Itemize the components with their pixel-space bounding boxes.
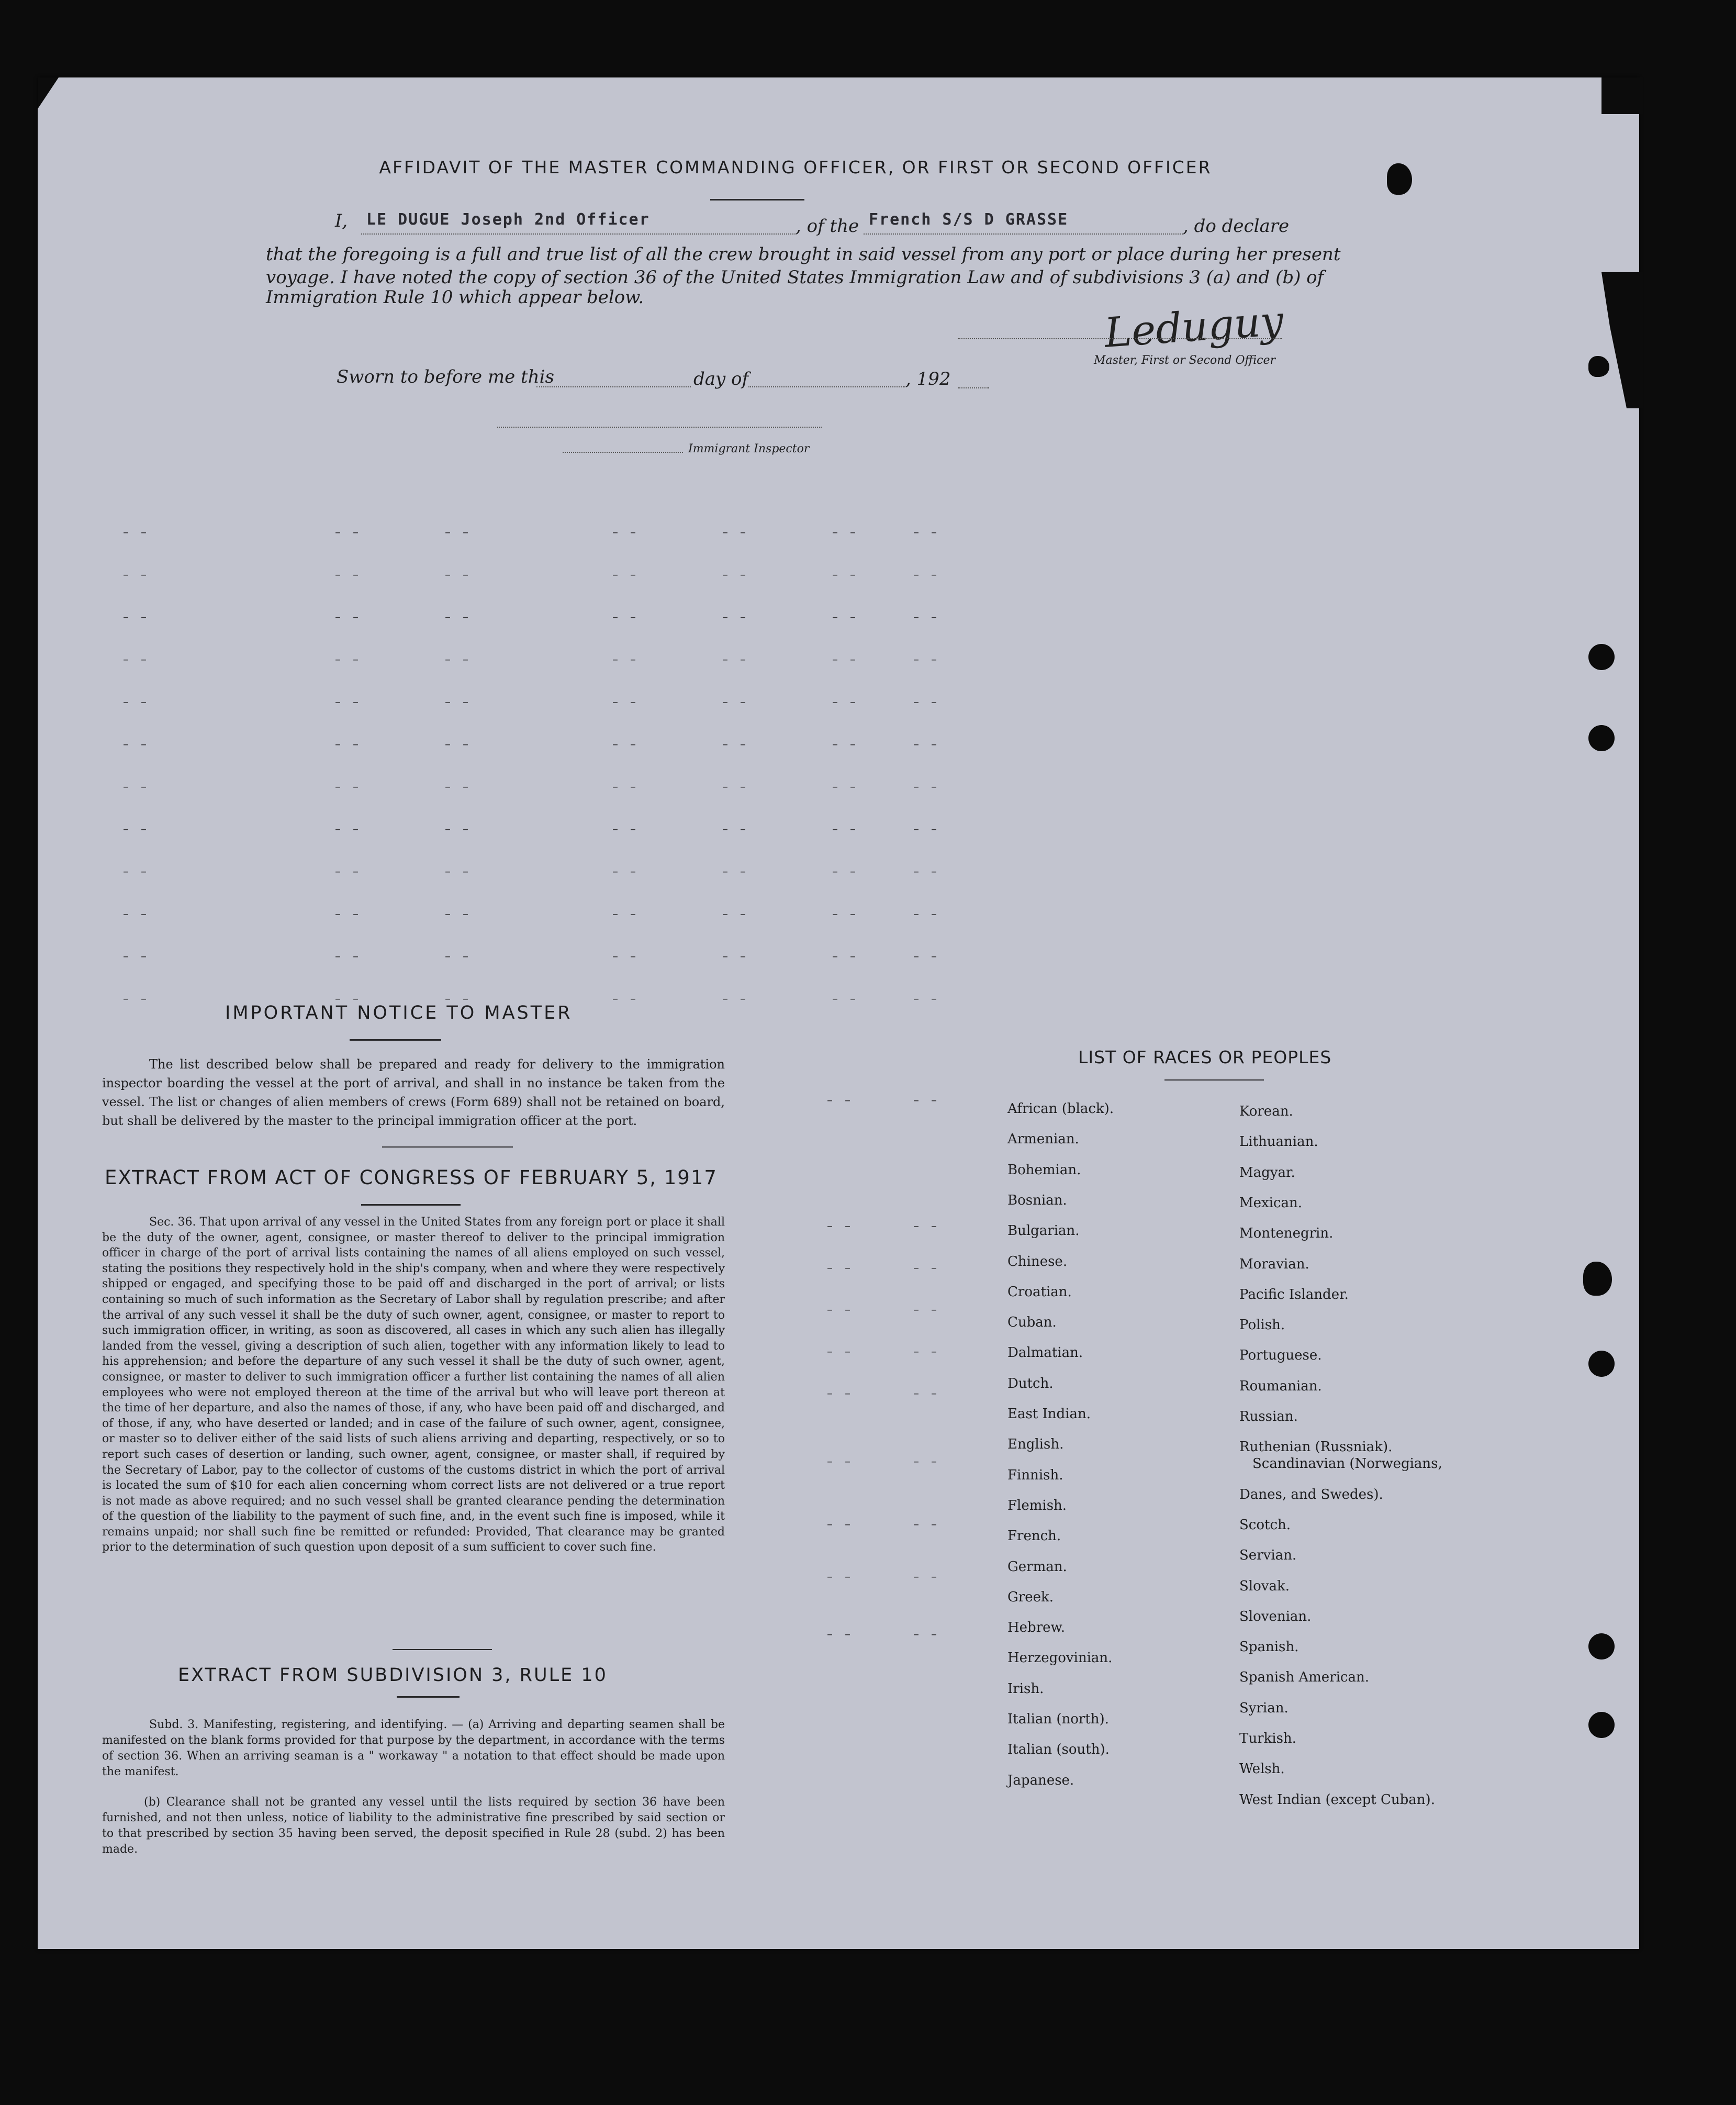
ditto-mark: – – — [123, 865, 151, 878]
race-item: West Indian (except Cuban). — [1239, 1791, 1435, 1808]
race-item: Bohemian. — [1007, 1162, 1081, 1178]
race-item: East Indian. — [1007, 1406, 1091, 1422]
officer-signature: Leduguy — [1103, 297, 1285, 357]
affidavit-title: AFFIDAVIT OF THE MASTER COMMANDING OFFICER, OR FIRST OR SECOND OFFICER — [379, 157, 1212, 177]
ditto-mark: – – — [335, 653, 363, 666]
ditto-mark: – – — [445, 823, 473, 836]
title-underline — [710, 199, 804, 201]
ditto-mark: – – — [123, 950, 151, 963]
ditto-mark: – – — [123, 526, 151, 539]
punch-hole — [1588, 644, 1615, 670]
ditto-mark: – – — [335, 865, 363, 878]
ink-spot — [1583, 1262, 1612, 1296]
ditto-mark: – – — [612, 993, 640, 1006]
ditto-mark: – – — [612, 653, 640, 666]
race-item: Welsh. — [1239, 1761, 1285, 1777]
affidavit-body-line: voyage. I have noted the copy of section 36 of the United States Immigration Law and of subdivisions 3 (a) and (b) of — [266, 267, 1324, 288]
race-item: Ruthenian (Russniak). — [1239, 1439, 1393, 1455]
ditto-mark: – – — [832, 696, 860, 709]
ditto-mark: – – — [913, 993, 941, 1006]
ditto-mark: – – — [827, 1262, 855, 1275]
ditto-mark: – – — [722, 950, 750, 963]
of-the-label: , of the — [796, 216, 859, 237]
do-declare-label: , do declare — [1183, 216, 1290, 237]
ditto-mark: – – — [612, 950, 640, 963]
torn-corner — [1601, 77, 1643, 114]
ditto-mark: – – — [722, 993, 750, 1006]
ditto-mark: – – — [832, 908, 860, 921]
inspector-sign-line — [497, 427, 822, 428]
race-item: Scandinavian (Norwegians, — [1252, 1456, 1442, 1472]
ditto-mark: – – — [445, 569, 473, 582]
ditto-mark: – – — [335, 569, 363, 582]
race-item: Portuguese. — [1239, 1347, 1322, 1364]
race-item: Korean. — [1239, 1104, 1293, 1119]
race-item: Irish. — [1007, 1680, 1044, 1697]
ditto-mark: – – — [612, 738, 640, 751]
ditto-mark: – – — [913, 611, 941, 624]
ditto-mark: – – — [827, 1094, 855, 1107]
ditto-mark: – – — [832, 526, 860, 539]
ditto-mark: – – — [827, 1345, 855, 1358]
ditto-mark: – – — [722, 865, 750, 878]
race-item: Finnish. — [1007, 1467, 1063, 1483]
ditto-mark: – – — [335, 908, 363, 921]
race-item: Herzegovinian. — [1007, 1650, 1113, 1666]
ditto-mark: – – — [827, 1518, 855, 1531]
race-item: Danes, and Swedes). — [1239, 1486, 1383, 1502]
ditto-mark: – – — [722, 823, 750, 836]
ditto-mark: – – — [913, 1387, 941, 1400]
torn-corner — [38, 77, 59, 109]
sworn-day-label: day of — [693, 369, 749, 389]
ditto-mark: – – — [445, 696, 473, 709]
race-item: English. — [1007, 1436, 1064, 1453]
sworn-year-line — [958, 387, 989, 388]
ditto-mark: – – — [913, 1571, 941, 1584]
race-item: Flemish. — [1007, 1497, 1067, 1513]
extract-rule-underline — [397, 1696, 460, 1698]
race-item: Syrian. — [1239, 1700, 1289, 1716]
ditto-mark: – – — [827, 1387, 855, 1400]
ditto-mark: – – — [123, 993, 151, 1006]
ink-spot — [1588, 356, 1609, 377]
ditto-mark: – – — [832, 653, 860, 666]
ditto-mark: – – — [913, 781, 941, 794]
race-item: Spanish American. — [1239, 1669, 1370, 1686]
ditto-mark: – – — [612, 569, 640, 582]
ditto-mark: – – — [335, 611, 363, 624]
vessel-name: French S/S D GRASSE — [869, 210, 1069, 229]
extract-act-text: Sec. 36. That upon arrival of any vessel in the United States from any foreign port or place it shall be the duty of the owner, agent, consignee, or master thereof to deliver to the principal immigration officer in charge of the port of arrival lists containing the names of all aliens employed on such vessel, stating the positions they respectively hold in the ship's company, when and where they were respectively shipped or engaged, and specifying those to be paid off and discharged in the port of arrival; or lists containing so much of such information as the Secretary of Labor shall by regulation prescribe; and after the arrival of any such vessel it shall be the duty of such owner, agent, consignee, or master to report to such immigration officer, in writing, as soon as discovered, all cases in which any such alien has illegally landed from the vessel, giving a description of such alien, together with any information likely to lead to his apprehension; and before the departure of any such vessel it shall be the duty of such owner, agent, consignee, or master to deliver to such immigration officer a further list containing the names of all alien employees who were not employed thereon at the time of the arrival but who will leave port thereon at the time of her departure, and also the names of those, if any, who have been paid off and discharged, and of those, if any, who have deserted or landed; and in case of the failure of such owner, agent, consignee, or master so to deliver either of the said lists of such aliens arriving and departing, respectively, or so to report such cases of desertion or landing, such owner, agent, consignee, or master shall, if required by the Secretary of Labor, pay to the collector of customs of the customs district in which the port of arrival is located the sum of $10 for each alien concerning whom correct lists are not delivered or a true report is not made as above required; and no such vessel shall be granted clearance pending the determination of the question of the liability to the payment of such fine, and, in the event such fine is imposed, while it remains unpaid; nor shall such fine be remitted or refunded: Provided, That clearance may be granted prior to the determination of such question upon deposit of a sum sufficient to cover such fine. — [102, 1216, 725, 1554]
ditto-mark: – – — [445, 781, 473, 794]
ditto-mark: – – — [722, 696, 750, 709]
race-item: Bosnian. — [1007, 1192, 1067, 1208]
ditto-mark: – – — [612, 823, 640, 836]
race-item: Scotch. — [1239, 1517, 1291, 1533]
ditto-mark: – – — [832, 823, 860, 836]
ditto-mark: – – — [123, 738, 151, 751]
officer-name: LE DUGUE Joseph 2nd Officer — [366, 210, 650, 229]
punch-hole — [1588, 1712, 1615, 1738]
ditto-mark: – – — [913, 1262, 941, 1275]
ditto-mark: – – — [722, 653, 750, 666]
ditto-mark: – – — [612, 908, 640, 921]
ditto-mark: – – — [335, 993, 363, 1006]
punch-hole — [1588, 1633, 1615, 1660]
race-item: Lithuanian. — [1239, 1134, 1318, 1150]
race-item: Italian (north). — [1007, 1711, 1109, 1727]
ditto-mark: – – — [335, 738, 363, 751]
ditto-mark: – – — [612, 865, 640, 878]
ditto-mark: – – — [612, 611, 640, 624]
ditto-mark: – – — [123, 569, 151, 582]
inspector-caption: Immigrant Inspector — [688, 442, 810, 455]
race-item: Mexican. — [1239, 1195, 1303, 1211]
ditto-mark: – – — [827, 1628, 855, 1641]
ditto-mark: – – — [832, 781, 860, 794]
race-item: Chinese. — [1007, 1253, 1068, 1269]
ditto-mark: – – — [913, 1455, 941, 1468]
races-title: LIST OF RACES OR PEOPLES — [1078, 1047, 1332, 1067]
ditto-mark: – – — [612, 526, 640, 539]
ditto-mark: – – — [612, 696, 640, 709]
ditto-mark: – – — [827, 1304, 855, 1317]
ditto-mark: – – — [445, 526, 473, 539]
ditto-mark: – – — [722, 611, 750, 624]
ditto-mark: – – — [722, 526, 750, 539]
ditto-mark: – – — [913, 653, 941, 666]
race-item: Russian. — [1239, 1409, 1298, 1424]
ditto-mark: – – — [123, 908, 151, 921]
race-item: Spanish. — [1239, 1639, 1299, 1655]
ditto-mark: – – — [123, 653, 151, 666]
race-item: Polish. — [1239, 1317, 1285, 1333]
ditto-mark: – – — [722, 908, 750, 921]
ditto-mark: – – — [445, 865, 473, 878]
punch-hole — [1588, 725, 1615, 751]
extract-act-title: EXTRACT FROM ACT OF CONGRESS OF FEBRUARY 5, 1917 — [105, 1166, 718, 1189]
ditto-mark: – – — [827, 1220, 855, 1233]
ditto-mark: – – — [913, 526, 941, 539]
ditto-mark: – – — [913, 908, 941, 921]
ditto-mark: – – — [335, 526, 363, 539]
races-underline — [1164, 1079, 1264, 1081]
notice-underline — [350, 1039, 441, 1041]
sworn-month-line — [748, 386, 905, 387]
ditto-mark: – – — [913, 569, 941, 582]
race-item: Pacific Islander. — [1239, 1286, 1349, 1302]
ditto-mark: – – — [722, 781, 750, 794]
ditto-mark: – – — [612, 781, 640, 794]
race-item: Turkish. — [1239, 1731, 1296, 1747]
race-item: Magyar. — [1239, 1164, 1295, 1180]
race-item: Bulgarian. — [1007, 1223, 1080, 1239]
extract-rule-title: EXTRACT FROM SUBDIVISION 3, RULE 10 — [178, 1665, 608, 1686]
ditto-mark: – – — [913, 865, 941, 878]
race-item: Roumanian. — [1239, 1378, 1322, 1394]
ditto-mark: – – — [445, 738, 473, 751]
ditto-mark: – – — [335, 823, 363, 836]
race-item: Greek. — [1007, 1589, 1054, 1605]
ditto-mark: – – — [913, 1094, 941, 1107]
ditto-mark: – – — [832, 993, 860, 1006]
ditto-mark: – – — [123, 611, 151, 624]
extract-rule-text-b: (b) Clearance shall not be granted any vessel until the lists required by section 36 have been furnished, and not then unless, notice of liability to the administrative fine prescribed by said section or to that prescribed by section 35 having been served, the deposit specified in Rule 28 (subd. 2) has been made. — [102, 1796, 725, 1856]
extract-act-underline — [361, 1204, 461, 1206]
punch-hole — [1588, 1351, 1615, 1377]
ink-spot — [1387, 163, 1412, 195]
ditto-mark: – – — [913, 950, 941, 963]
ditto-mark: – – — [335, 950, 363, 963]
sworn-prefix: Sworn to before me this — [337, 366, 554, 387]
ditto-mark: – – — [913, 738, 941, 751]
race-item: Japanese. — [1007, 1772, 1074, 1788]
ditto-mark: – – — [832, 738, 860, 751]
ditto-mark: – – — [445, 993, 473, 1006]
ditto-mark: – – — [335, 696, 363, 709]
ditto-mark: – – — [445, 908, 473, 921]
sworn-year-label: , 192 — [905, 369, 951, 389]
ditto-mark: – – — [832, 865, 860, 878]
race-item: Cuban. — [1007, 1315, 1057, 1331]
signature-caption: Master, First or Second Officer — [1094, 354, 1275, 367]
inspector-line — [563, 452, 683, 453]
race-item: Dutch. — [1007, 1375, 1054, 1391]
ditto-mark: – – — [913, 1518, 941, 1531]
ditto-mark: – – — [123, 823, 151, 836]
race-item: French. — [1007, 1528, 1061, 1544]
ditto-mark: – – — [832, 569, 860, 582]
race-item: Montenegrin. — [1239, 1226, 1334, 1242]
ditto-mark: – – — [913, 1345, 941, 1358]
ditto-mark: – – — [913, 696, 941, 709]
race-item: Moravian. — [1239, 1256, 1309, 1272]
extract-rule-text-a: Subd. 3. Manifesting, registering, and identifying. — (a) Arriving and departing seamen shall be manifested on the blank forms provided for that purpose by the department, in accordance with the terms of section 36. When an arriving seaman is a " workaway " a notation to that effect should be made upon the manifest. — [102, 1718, 725, 1778]
affidavit-body-line: Immigration Rule 10 which appear below. — [266, 287, 644, 308]
ditto-mark: – – — [335, 781, 363, 794]
ditto-mark: – – — [445, 950, 473, 963]
race-item: African (black). — [1007, 1101, 1114, 1117]
ditto-mark: – – — [913, 1220, 941, 1233]
race-item: Slovak. — [1239, 1578, 1290, 1594]
signature-line — [958, 338, 1282, 339]
section-divider — [382, 1146, 513, 1148]
race-item: Croatian. — [1007, 1284, 1072, 1300]
ditto-mark: – – — [913, 1304, 941, 1317]
notice-text: The list described below shall be prepared and ready for delivery to the immigration inspector boarding the vessel at the port of arrival, and shall in no instance be taken from the vessel. The list or changes of alien members of crews (Form 689) shall not be retained on board, but shall be delivered by the master to the principal immigration officer at the port. — [102, 1057, 725, 1128]
ditto-mark: – – — [722, 738, 750, 751]
ditto-mark: – – — [445, 611, 473, 624]
sworn-day-line — [536, 386, 691, 387]
ditto-mark: – – — [913, 823, 941, 836]
ditto-mark: – – — [827, 1571, 855, 1584]
section-divider — [393, 1649, 492, 1650]
affidavit-body-line: that the foregoing is a full and true list of all the crew brought in said vessel from any port or place during her present — [266, 244, 1341, 265]
affidavit-i-label: I, — [335, 210, 348, 231]
race-item: Armenian. — [1007, 1131, 1079, 1148]
vessel-fill-line — [864, 233, 1183, 235]
race-item: Slovenian. — [1239, 1608, 1312, 1624]
ditto-mark: – – — [123, 781, 151, 794]
race-item: German. — [1007, 1558, 1067, 1575]
race-item: Hebrew. — [1007, 1620, 1065, 1636]
race-item: Italian (south). — [1007, 1742, 1110, 1758]
ditto-mark: – – — [722, 569, 750, 582]
notice-title: IMPORTANT NOTICE TO MASTER — [225, 1003, 573, 1023]
name-fill-line — [361, 233, 796, 235]
ditto-mark: – – — [827, 1455, 855, 1468]
race-item: Dalmatian. — [1007, 1345, 1083, 1361]
ditto-mark: – – — [832, 950, 860, 963]
ditto-mark: – – — [123, 696, 151, 709]
ditto-mark: – – — [832, 611, 860, 624]
ditto-mark: – – — [913, 1628, 941, 1641]
ditto-mark: – – — [445, 653, 473, 666]
race-item: Servian. — [1239, 1547, 1297, 1564]
